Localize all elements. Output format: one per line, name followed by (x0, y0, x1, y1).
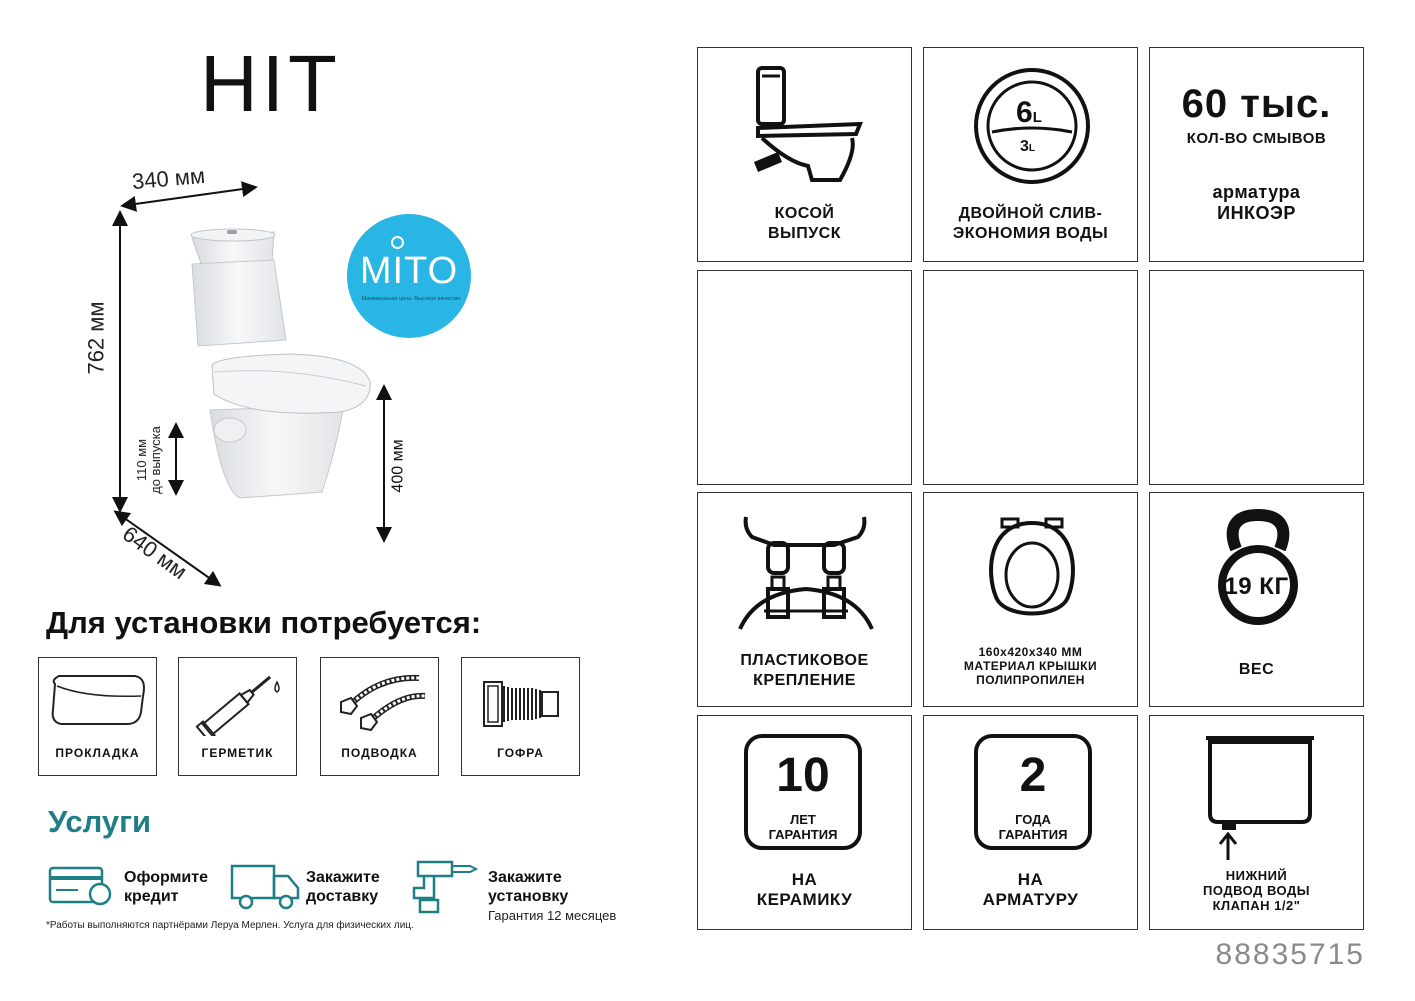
inlet-line1: НИЖНИЙ (1225, 868, 1288, 883)
tile-plastic-mount (697, 492, 912, 707)
installation-gun-icon (410, 858, 482, 916)
feature-line2: КРЕПЛЕНИЕ (753, 672, 856, 689)
tile-empty-1 (697, 270, 912, 485)
fittings-line1: арматура (1212, 182, 1301, 202)
toilet-image (191, 229, 370, 498)
feature-line2: КЕРАМИКУ (756, 890, 853, 909)
brand-logo (347, 214, 471, 338)
tile-weight (1149, 492, 1364, 707)
tool-card-gasket (38, 657, 157, 776)
service-installation[interactable]: Закажите установку (488, 869, 569, 905)
feature-line1: НА (791, 870, 818, 889)
services-title: Услуги (48, 804, 152, 839)
cistern-bottom-inlet-icon (1200, 732, 1320, 866)
flush-count-label: КОЛ-ВО СМЫВОВ (1186, 130, 1327, 147)
tile-ceramic-warranty (697, 715, 912, 930)
inlet-line3: КЛАПАН 1/2" (1212, 898, 1301, 913)
weight-value: 19 КГ (1224, 573, 1289, 600)
toilet-side-icon (748, 62, 868, 182)
seat-height-label: 400 мм (389, 439, 407, 493)
seat-material-label: МАТЕРИАЛ КРЫШКИ (963, 659, 1098, 673)
tile-fittings-warranty (923, 715, 1138, 930)
tool-label-hose: ПОДВОДКА (341, 746, 418, 760)
width-label: 340 мм (131, 162, 206, 195)
tool-card-corrugated (461, 657, 580, 776)
tile-dual-flush (923, 47, 1138, 262)
warranty-badge: 10 ЛЕТ ГАРАНТИЯ (744, 734, 862, 850)
fittings-line2: ИНКОЭР (1217, 203, 1296, 223)
tool-card-hose (320, 657, 439, 776)
installation-warranty-note: Гарантия 12 месяцев (488, 908, 617, 923)
credit-card-icon (48, 864, 118, 908)
tile-oblique-outlet (697, 47, 912, 262)
outlet-height-label: 110 мм до выпуска (133, 426, 163, 494)
dual-flush-small: 3L (1020, 138, 1036, 155)
service-delivery[interactable]: Закажите доставку (306, 869, 380, 905)
feature-line1: ПЛАСТИКОВОЕ (740, 652, 869, 669)
seat-material: ПОЛИПРОПИЛЕН (976, 673, 1085, 687)
product-title: HIT (200, 39, 341, 128)
service-credit[interactable]: Оформите кредит (124, 869, 208, 905)
flush-count-value: 60 тыс. (1181, 82, 1332, 126)
feature-line2: ЭКОНОМИЯ ВОДЫ (952, 225, 1109, 242)
tool-label-sealant: ГЕРМЕТИК (201, 746, 274, 760)
tile-empty-3 (1149, 270, 1364, 485)
seat-hinge-icon (734, 511, 878, 631)
logo-slogan: Минимальная цена. Высокое качество (361, 296, 461, 302)
article-number: 88835715 (1215, 938, 1365, 971)
depth-label: 640 мм (117, 521, 192, 585)
tool-card-sealant (178, 657, 297, 776)
feature-line1: КОСОЙ (774, 205, 835, 222)
warranty-badge: 2 ГОДА ГАРАНТИЯ (974, 734, 1092, 850)
logo-text: MITO (359, 250, 459, 292)
feature-line1: ДВОЙНОЙ СЛИВ- (958, 205, 1103, 222)
tool-label-gasket: ПРОКЛАДКА (55, 746, 140, 760)
services-footnote: *Работы выполняются партнёрами Леруа Мерлен. Услуга для физических лиц. (46, 920, 414, 931)
inlet-line2: ПОДВОД ВОДЫ (1203, 883, 1310, 898)
tile-empty-2 (923, 270, 1138, 485)
logo-dot-icon (391, 236, 404, 249)
kettlebell-icon (1210, 509, 1306, 625)
delivery-truck-icon (230, 860, 302, 912)
sealant-tube-icon (187, 666, 289, 736)
tile-flush-count (1149, 47, 1364, 262)
requirements-title: Для установки потребуется: (46, 605, 482, 640)
tile-seat (923, 492, 1138, 707)
gasket-icon (47, 666, 149, 736)
seat-size: 160x420x340 ММ (978, 645, 1083, 659)
corrugated-pipe-icon (470, 666, 572, 736)
height-label: 762 мм (83, 301, 109, 375)
toilet-seat-icon (982, 513, 1082, 625)
tool-label-corrugated: ГОФРА (497, 746, 544, 760)
dual-flush-big: 6L (1016, 96, 1042, 129)
weight-label: ВЕС (1238, 661, 1275, 678)
tile-water-inlet (1149, 715, 1364, 930)
feature-line2: АРМАТУРУ (982, 890, 1079, 909)
feature-line2: ВЫПУСК (768, 225, 841, 242)
hose-icon (329, 666, 431, 736)
feature-line1: НА (1017, 870, 1044, 889)
